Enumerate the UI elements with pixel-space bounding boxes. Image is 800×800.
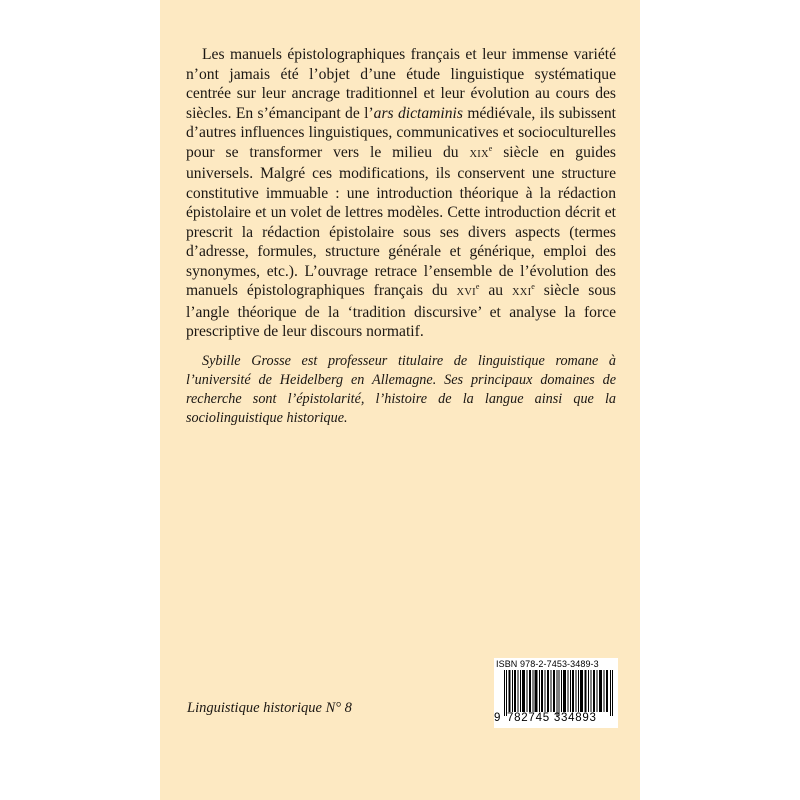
isbn-label: ISBN 978-2-7453-3489-3 xyxy=(496,659,599,669)
barcode-bars xyxy=(504,670,616,716)
summary-text-2: médiévale, ils subissent d’autres influences linguistiques, communicatives et socioculturelles pour se transformer vers le milieu du xyxy=(186,104,616,161)
ean-digits: 782745 334893 xyxy=(507,712,597,724)
century-16-numeral: XVI xyxy=(456,287,476,298)
series-label: Linguistique historique N° 8 xyxy=(187,700,352,716)
summary-text-5: siècle sous l’angle théorique de la ‘tradition discursive’ et analyse la force prescriptive de leur discours normatif. xyxy=(186,282,616,340)
author-bio-paragraph: Sybille Grosse est professeur titulaire de linguistique romane à l’université de Heidelberg en Allemagne. Ses principaux domaines de recherche sont l’épistolarité, l’histoire de la langue ainsi que la sociolinguistique historique. xyxy=(186,353,616,426)
summary-text-1: Les manuels épistolographiques français et leur immense variété n’ont jamais été l’objet d’une étude linguistique systématique centrée sur leur ancrage traditionnel et leur évolution au cours des siècles. En s’émancipant de l’ xyxy=(186,46,616,122)
summary-text-4: au xyxy=(479,282,513,299)
isbn-barcode-block xyxy=(494,658,618,728)
century-21-suffix: e xyxy=(531,282,535,291)
century-21-numeral: XXI xyxy=(512,287,532,298)
book-back-cover xyxy=(160,0,640,800)
ean-lead-digit: 9 xyxy=(494,712,501,724)
book-summary-paragraph xyxy=(186,45,616,342)
summary-text-3: siècle en guides universels. Malgré ces modifications, ils conservent une structure constitutive immuable : une introduction théorique à la rédaction épistolaire et un volet de lettres modèles. Cette introduction décrit et prescrit la rédaction épistolaire sous ses divers aspects (termes d’adresse, formules, structure générale et générique, emploi des synonymes, etc.). L’ouvrage retrace l’ensemble de l’évolution des manuels épistolographiques français du xyxy=(186,143,616,299)
century-19-numeral: XIX xyxy=(469,148,489,160)
century-16-suffix: e xyxy=(475,282,480,291)
century-19-suffix: e xyxy=(488,143,493,153)
ars-dictaminis-term: ars dictaminis xyxy=(373,104,463,122)
